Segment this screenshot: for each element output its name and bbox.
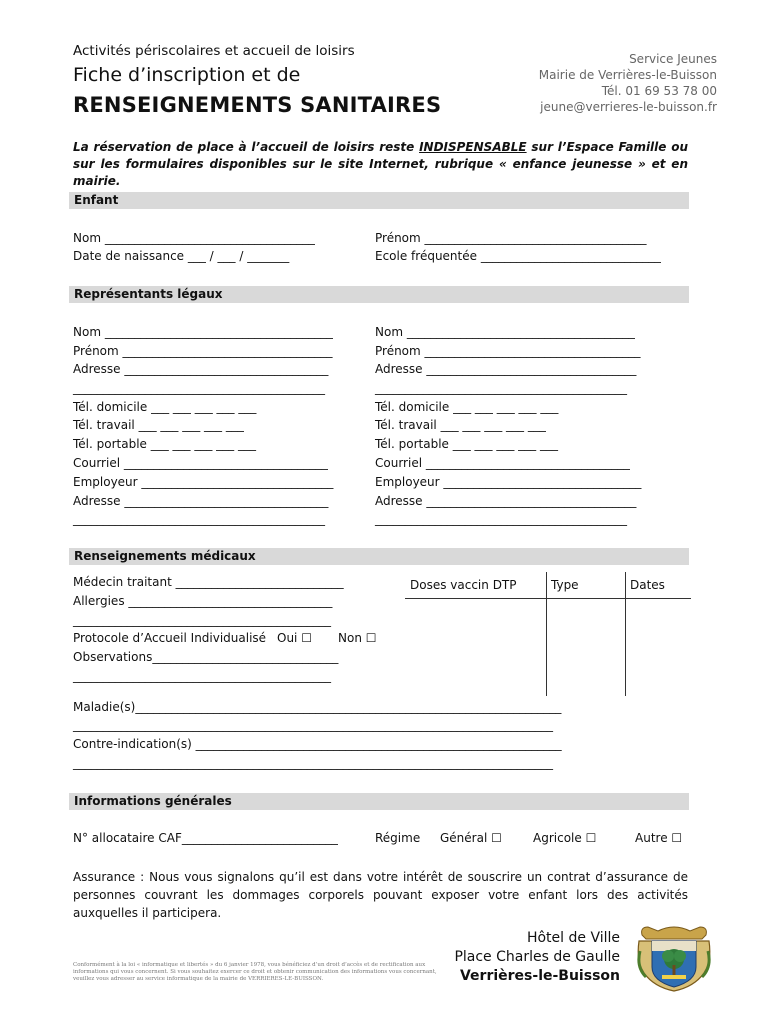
rep2-tel-portable[interactable]: Tél. portable ___ ___ ___ ___ ___ xyxy=(375,437,558,451)
rep1-tel-portable[interactable]: Tél. portable ___ ___ ___ ___ ___ xyxy=(73,437,256,451)
footer-street: Place Charles de Gaulle xyxy=(454,949,620,965)
observations-cont-field[interactable]: ___________________________________________ xyxy=(73,669,331,683)
rep1-adresse-employeur[interactable]: Adresse __________________________________ xyxy=(73,494,329,508)
rep2-courriel[interactable]: Courriel __________________________________ xyxy=(375,456,630,470)
enfant-nom-field[interactable]: Nom ___________________________________ xyxy=(73,231,315,245)
maladies-field[interactable]: Maladie(s)_______________________________________________________________________ xyxy=(73,700,562,714)
rep1-adresse-employeur-cont[interactable]: __________________________________________ xyxy=(73,512,325,526)
rep1-employeur[interactable]: Employeur ________________________________ xyxy=(73,475,334,489)
regime-agricole-checkbox[interactable]: ☐ xyxy=(585,831,597,845)
contre-indications-field[interactable]: Contre-indication(s) _____________________________________________________________ xyxy=(73,737,562,751)
medecin-field[interactable]: Médecin traitant ____________________________ xyxy=(73,575,344,589)
enfant-date-naissance-field[interactable]: Date de naissance ___ / ___ / _______ xyxy=(73,249,290,263)
vaccin-table-rule xyxy=(405,598,691,599)
section-general: Informations générales xyxy=(69,793,689,810)
rep1-tel-domicile[interactable]: Tél. domicile ___ ___ ___ ___ ___ xyxy=(73,400,257,414)
mairie-name: Mairie de Verrières-le-Buisson xyxy=(538,68,717,82)
rep1-prenom[interactable]: Prénom ___________________________________ xyxy=(73,344,333,358)
footer-hotel-de-ville: Hôtel de Ville xyxy=(526,930,620,946)
vaccin-header-type: Type xyxy=(551,578,579,592)
rep2-adresse-cont[interactable]: __________________________________________ xyxy=(375,381,627,395)
email-address[interactable]: jeune@verrieres-le-buisson.fr xyxy=(540,100,717,114)
rep2-tel-travail[interactable]: Tél. travail ___ ___ ___ ___ ___ xyxy=(375,418,546,432)
pai-oui-checkbox[interactable]: ☐ xyxy=(301,631,312,645)
assurance-notice: Assurance : Nous vous signalons qu’il est dans votre intérêt de souscrire un contrat d’assurance de personnes couvrant les dommages corporels pouvant exposer votre enfant lors des activités auxquelles il participera. xyxy=(73,870,688,920)
regime-label: Régime xyxy=(375,831,421,845)
form-title: Fiche d’inscription et de xyxy=(73,64,301,86)
rep2-adresse-employeur[interactable]: Adresse ___________________________________ xyxy=(375,494,637,508)
caf-field[interactable]: N° allocataire CAF__________________________ xyxy=(73,831,338,845)
pai-non-checkbox[interactable]: ☐ xyxy=(365,631,377,645)
contre-indications-cont-field[interactable]: ________________________________________________________________________________ xyxy=(73,756,553,770)
enfant-prenom-field[interactable]: Prénom _____________________________________ xyxy=(375,231,647,245)
rep2-prenom[interactable]: Prénom ____________________________________ xyxy=(375,344,641,358)
vaccin-table-divider xyxy=(546,572,547,696)
pai-label: Protocole d’Accueil Individualisé xyxy=(73,631,267,645)
form-title-main: RENSEIGNEMENTS SANITAIRES xyxy=(73,93,442,117)
observations-field[interactable]: Observations_______________________________ xyxy=(73,650,339,664)
service-name: Service Jeunes xyxy=(629,52,717,66)
legal-notice: Conformément à la loi « informatique et libertés » du 6 janvier 1978, vous bénéficiez d’un droit d’accès et de rectification aux informations qui vous concernent. Si vous souhaitez exercer ce droit et obtenir communication des informations vous concernant, veuillez vous adresser au service informatique de la mairie de VERRIERES-LE-BUISSON. xyxy=(73,962,437,982)
vaccin-header-dates: Dates xyxy=(630,578,665,592)
rep1-adresse-cont[interactable]: __________________________________________ xyxy=(73,381,325,395)
rep2-nom[interactable]: Nom ______________________________________ xyxy=(375,325,635,339)
regime-autre-option[interactable]: Autre ☐ xyxy=(635,831,683,845)
rep1-tel-travail[interactable]: Tél. travail ___ ___ ___ ___ ___ xyxy=(73,418,244,432)
intro-text: La réservation de place à l’accueil de loisirs reste INDISPENSABLE sur l’Espace Famille ou sur les formulaires disponibles sur le site Internet, rubrique « enfance jeunesse » et en mairie. xyxy=(73,140,689,188)
regime-autre-checkbox[interactable]: ☐ xyxy=(671,831,683,845)
rep1-nom[interactable]: Nom ______________________________________ xyxy=(73,325,333,339)
rep2-employeur[interactable]: Employeur _________________________________ xyxy=(375,475,642,489)
maladies-cont-field[interactable]: ________________________________________________________________________________ xyxy=(73,718,553,732)
footer-city: Verrières-le-Buisson xyxy=(459,968,620,984)
regime-general-checkbox[interactable]: ☐ xyxy=(491,831,502,845)
vaccin-table-divider xyxy=(625,572,626,696)
vaccin-header-doses: Doses vaccin DTP xyxy=(410,578,517,592)
pai-oui-option[interactable]: Oui ☐ xyxy=(277,631,312,645)
rep2-adresse[interactable]: Adresse ___________________________________ xyxy=(375,362,637,376)
phone-number: Tél. 01 69 53 78 00 xyxy=(601,84,717,98)
enfant-ecole-field[interactable]: Ecole fréquentée ______________________________ xyxy=(375,249,661,263)
section-enfant: Enfant xyxy=(69,192,689,209)
regime-general-option[interactable]: Général ☐ xyxy=(440,831,502,845)
coat-of-arms-logo xyxy=(636,921,712,993)
allergies-cont-field[interactable]: ___________________________________________ xyxy=(73,613,331,627)
rep1-courriel[interactable]: Courriel __________________________________ xyxy=(73,456,328,470)
rep2-tel-domicile[interactable]: Tél. domicile ___ ___ ___ ___ ___ xyxy=(375,400,559,414)
section-medical: Renseignements médicaux xyxy=(69,548,689,565)
rep2-adresse-employeur-cont[interactable]: __________________________________________ xyxy=(375,512,627,526)
intro-emphasis: INDISPENSABLE xyxy=(419,140,527,154)
regime-agricole-option[interactable]: Agricole ☐ xyxy=(533,831,597,845)
allergies-field[interactable]: Allergies __________________________________ xyxy=(73,594,333,608)
section-representants: Représentants légaux xyxy=(69,286,689,303)
pai-non-option[interactable]: Non ☐ xyxy=(338,631,377,645)
rep1-adresse[interactable]: Adresse __________________________________ xyxy=(73,362,329,376)
kicker-text: Activités périscolaires et accueil de loisirs xyxy=(73,43,355,59)
